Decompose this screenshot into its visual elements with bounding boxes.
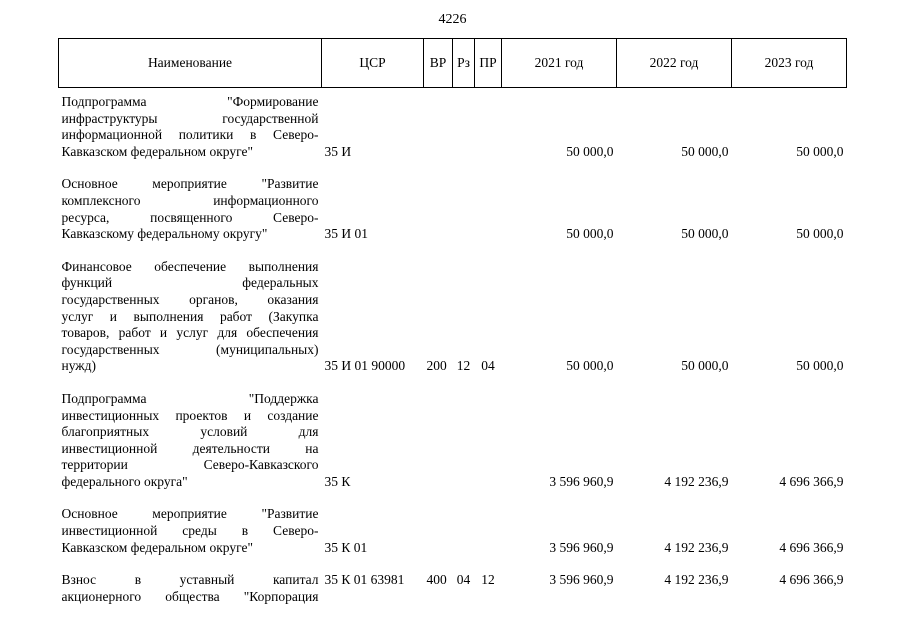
header-rz: Рз	[453, 39, 475, 88]
row-name	[59, 383, 322, 499]
row-name-line: Финансовое обеспечение выполнения	[61, 258, 319, 274]
row-name-line: ресурса, посвященного Северо-	[61, 209, 319, 225]
row-name-line: информационной политики в Северо-	[61, 127, 319, 143]
row-name-line: акционерного общества "Корпорация	[61, 588, 319, 604]
row-vr: 200	[426, 358, 447, 374]
header-2023: 2023 год	[732, 39, 847, 88]
row-rz: 04	[456, 572, 471, 588]
header-csr: ЦСР	[322, 39, 424, 88]
table-row	[59, 251, 847, 383]
table-row	[59, 168, 847, 250]
row-name-line: инвестиционных проектов и создание	[61, 407, 319, 423]
row-name-line: услуг и выполнения работ (Закупка	[61, 308, 319, 324]
row-name	[59, 498, 322, 564]
row-rz	[453, 498, 475, 564]
row-name-line: Взнос в уставный капитал	[61, 572, 319, 588]
row-csr: 35 И 01 90000	[324, 358, 406, 374]
table-row	[59, 88, 847, 169]
header-2021: 2021 год	[502, 39, 617, 88]
row-value-2021: 50 000,0	[566, 226, 614, 242]
header-vr: ВР	[424, 39, 453, 88]
row-name-line: инфраструктуры государственной	[61, 110, 319, 126]
row-name-line: Основное мероприятие "Развитие	[61, 176, 319, 192]
row-name-line: территории Северо-Кавказского	[61, 457, 319, 473]
row-name	[59, 251, 322, 383]
row-name	[59, 168, 322, 250]
row-vr	[424, 498, 453, 564]
row-name-line: федерального округа"	[61, 473, 188, 489]
table-row	[59, 564, 847, 613]
page-number: 4226	[438, 12, 467, 27]
row-name-line: Кавказском федеральном округе"	[61, 143, 253, 159]
row-name-line: функций федеральных	[61, 275, 319, 291]
row-value-2022: 50 000,0	[681, 358, 729, 374]
row-value-2022: 4 192 236,9	[664, 473, 729, 489]
table-row	[59, 383, 847, 499]
row-rz	[453, 383, 475, 499]
row-csr: 35 И	[324, 143, 352, 159]
row-value-2021: 50 000,0	[566, 143, 614, 159]
row-name-line: товаров, работ и услуг для обеспечения	[61, 325, 319, 341]
header-2022: 2022 год	[617, 39, 732, 88]
row-value-2023: 4 696 366,9	[779, 473, 844, 489]
row-value-2022: 50 000,0	[681, 143, 729, 159]
row-csr: 35 К	[324, 473, 351, 489]
row-name-line: государственных органов, оказания	[61, 291, 319, 307]
row-pr	[475, 168, 502, 250]
row-rz: 12	[456, 358, 471, 374]
row-value-2023: 50 000,0	[796, 358, 844, 374]
row-name-line: Основное мероприятие "Развитие	[61, 506, 319, 522]
row-value-2022: 4 192 236,9	[664, 572, 729, 588]
row-pr	[475, 498, 502, 564]
row-value-2022: 50 000,0	[681, 226, 729, 242]
row-value-2021: 3 596 960,9	[549, 473, 614, 489]
header-name: Наименование	[59, 39, 322, 88]
row-name-line: комплексного информационного	[61, 192, 319, 208]
row-csr: 35 К 01 63981	[324, 572, 405, 588]
row-pr: 04	[481, 358, 495, 374]
table-body	[59, 88, 847, 614]
row-value-2023: 4 696 366,9	[779, 572, 844, 588]
row-name-line: государственных (муниципальных)	[61, 341, 319, 357]
row-rz	[453, 88, 475, 169]
row-csr: 35 И 01	[324, 226, 368, 242]
row-value-2021: 50 000,0	[566, 358, 614, 374]
row-name-line: благоприятных условий для	[61, 424, 319, 440]
row-name-line: Кавказскому федеральному округу"	[61, 226, 268, 242]
row-pr: 12	[481, 572, 495, 588]
row-csr: 35 К 01	[324, 539, 368, 555]
row-value-2021: 3 596 960,9	[549, 572, 614, 588]
budget-table	[58, 38, 847, 613]
row-name	[59, 564, 322, 613]
table-header-row	[59, 39, 847, 88]
row-name-line: инвестиционной среды в Северо-	[61, 523, 319, 539]
row-value-2023: 50 000,0	[796, 143, 844, 159]
row-vr	[424, 383, 453, 499]
row-name-line: инвестиционной деятельности на	[61, 440, 319, 456]
row-rz	[453, 168, 475, 250]
row-name-line: Подпрограмма "Поддержка	[61, 390, 319, 406]
header-pr: ПР	[475, 39, 502, 88]
table-row	[59, 498, 847, 564]
row-vr	[424, 168, 453, 250]
row-name-line: нужд)	[61, 358, 96, 374]
row-name-line: Подпрограмма "Формирование	[61, 94, 319, 109]
row-value-2023: 4 696 366,9	[779, 539, 844, 555]
row-vr	[424, 88, 453, 169]
row-vr: 400	[426, 572, 447, 588]
row-value-2023: 50 000,0	[796, 226, 844, 242]
row-name	[59, 88, 322, 169]
row-value-2021: 3 596 960,9	[549, 539, 614, 555]
row-value-2022: 4 192 236,9	[664, 539, 729, 555]
row-pr	[475, 88, 502, 169]
row-name-line: Кавказском федеральном округе"	[61, 539, 253, 555]
row-pr	[475, 383, 502, 499]
